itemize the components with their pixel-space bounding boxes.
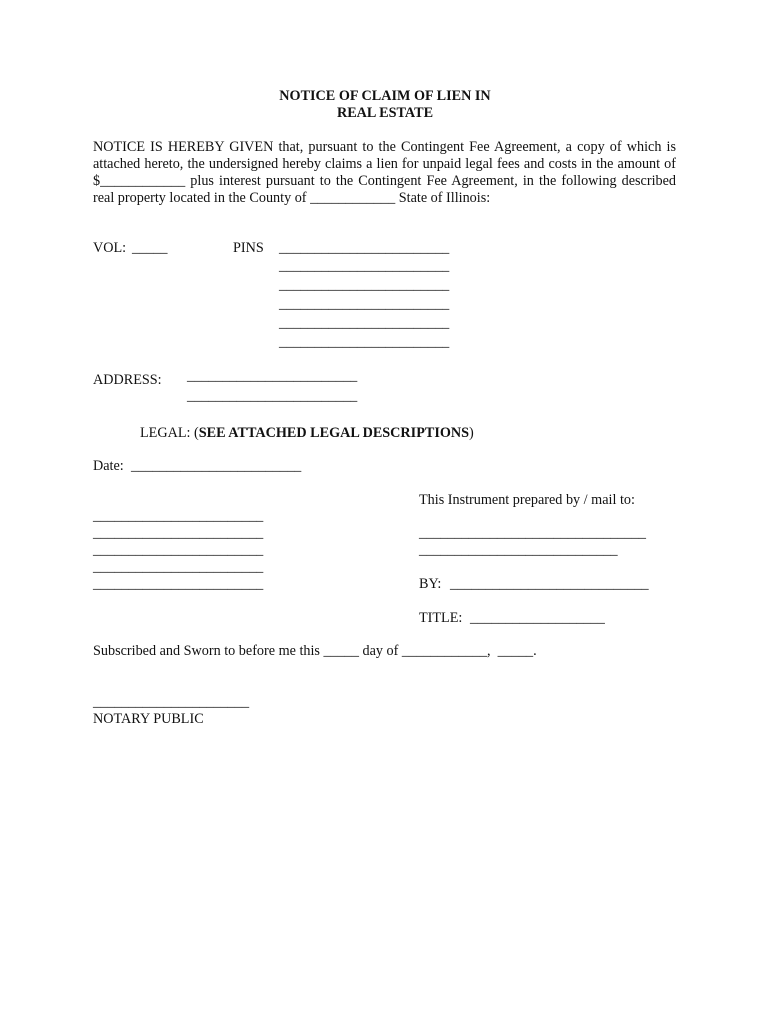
title-blank: ___________________ [470, 610, 605, 626]
legal-label: LEGAL: ( [140, 425, 199, 441]
document-title-line1: NOTICE OF CLAIM OF LIEN IN [279, 88, 491, 104]
address-label: ADDRESS: [93, 372, 162, 388]
notary-signature-line: ______________________ [93, 694, 250, 710]
pins-line-2: ________________________ [279, 258, 450, 274]
vol-label: VOL: [93, 240, 127, 256]
address-line-2: ________________________ [187, 388, 358, 404]
date-label: Date: [93, 458, 124, 474]
by-label: BY: [419, 576, 442, 592]
legal-descriptions: SEE ATTACHED LEGAL DESCRIPTIONS [198, 425, 470, 441]
prepared-line-2: ____________________________ [419, 542, 618, 558]
signature-line-1: ________________________ [93, 508, 264, 524]
pins-line-6: ________________________ [279, 334, 450, 350]
vol-blank: _____ [132, 240, 168, 256]
prepared-by-heading: This Instrument prepared by / mail to: [419, 492, 635, 508]
notary-public-label: NOTARY PUBLIC [93, 711, 204, 727]
prepared-line-1: ________________________________ [419, 525, 646, 541]
signature-line-5: ________________________ [93, 576, 264, 592]
pins-line-1: ________________________ [279, 240, 450, 256]
signature-line-2: ________________________ [93, 525, 264, 541]
legal-line [140, 425, 474, 442]
by-blank: ____________________________ [450, 576, 649, 592]
signature-line-4: ________________________ [93, 559, 264, 575]
legal-close: ) [469, 425, 474, 441]
address-line-1: ________________________ [187, 368, 358, 384]
subscribed-sworn-line: Subscribed and Sworn to before me this _____ day of ____________, _____. [93, 643, 537, 659]
pins-line-5: ________________________ [279, 315, 450, 331]
pins-label: PINS [233, 240, 264, 256]
title-label: TITLE: [419, 610, 463, 626]
document-title-line2: REAL ESTATE [336, 105, 434, 121]
notice-paragraph: NOTICE IS HEREBY GIVEN that, pursuant to the Contingent Fee Agreement, a copy of which is attached hereto, the undersigned hereby claims a lien for unpaid legal fees and costs in the amount of $____________ plus interest pursuant to the Contingent Fee Agreement, in the following described real property located in the County of ____________ State of Illinois: [93, 139, 676, 206]
pins-line-4: ________________________ [279, 296, 450, 312]
pins-line-3: ________________________ [279, 277, 450, 293]
date-blank: ________________________ [131, 458, 302, 474]
signature-line-3: ________________________ [93, 542, 264, 558]
